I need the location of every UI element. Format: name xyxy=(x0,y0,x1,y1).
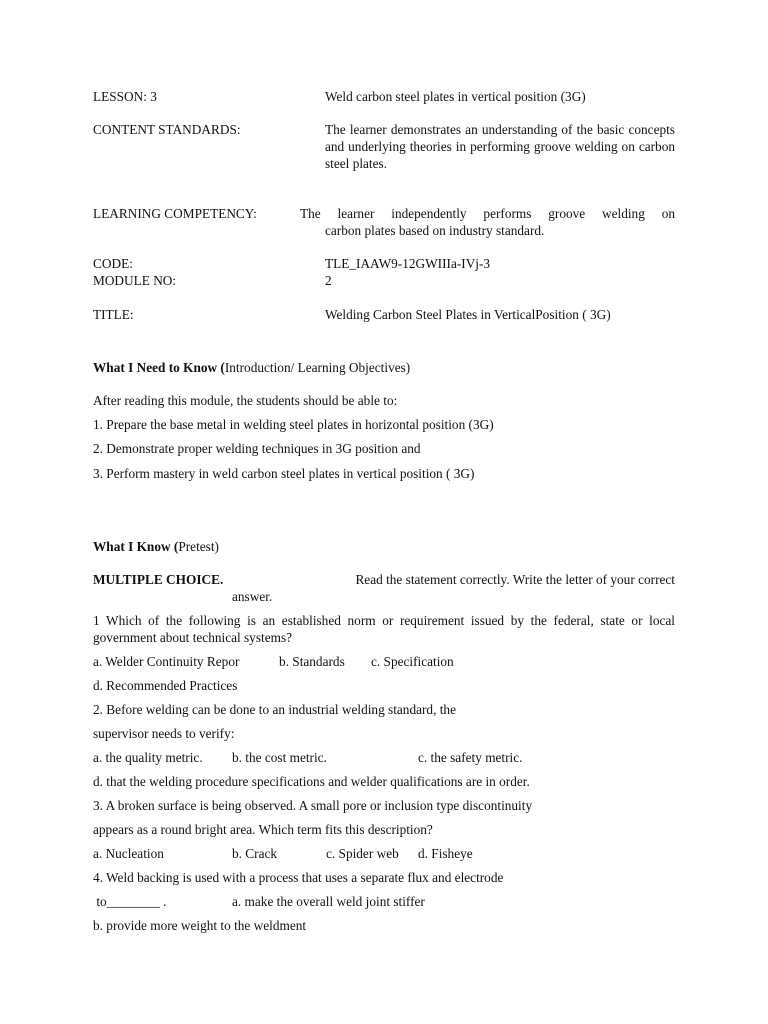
question-4-line2: to________ . xyxy=(93,894,167,909)
q3-option-d: d. Fisheye xyxy=(418,846,473,861)
question-3-line2: appears as a round bright area. Which term fits this description? xyxy=(93,822,433,837)
need-to-know-heading-rest: Introduction/ Learning Objectives) xyxy=(224,360,411,375)
objective-item: 2. Demonstrate proper welding techniques in 3G position and xyxy=(93,441,421,456)
question-1-text: 1 Which of the following is an established norm or requirement issued by the federal, state or local government about technical systems? xyxy=(93,613,675,645)
pretest-heading-bold: What I Know ( xyxy=(93,539,179,554)
q3-option-c: c. Spider web xyxy=(326,846,399,861)
q2-option-a: a. the quality metric. xyxy=(93,750,203,765)
learning-competency-label: LEARNING COMPETENCY: xyxy=(93,206,257,221)
question-3-line1: 3. A broken surface is being observed. A small pore or inclusion type discontinuity xyxy=(93,798,533,813)
code-value: TLE_IAAW9-12GWIIIa-IVj-3 xyxy=(325,256,491,271)
code-label: CODE: xyxy=(93,256,133,271)
multiple-choice-text-line1: Read the statement correctly. Write the letter of your correct xyxy=(355,572,675,587)
multiple-choice-text-line2: answer. xyxy=(232,589,273,604)
title-value: Welding Carbon Steel Plates in VerticalPosition ( 3G) xyxy=(325,307,611,322)
question-4-line1: 4. Weld backing is used with a process that uses a separate flux and electrode xyxy=(93,870,504,885)
q2-option-d: d. that the welding procedure specifications and welder qualifications are in order. xyxy=(93,774,530,789)
q1-option-d: d. Recommended Practices xyxy=(93,678,238,693)
q4-option-b: b. provide more weight to the weldment xyxy=(93,918,307,933)
q1-option-c: c. Specification xyxy=(371,654,454,669)
question-2-line1: 2. Before welding can be done to an industrial welding standard, the xyxy=(93,702,456,717)
multiple-choice-instruction xyxy=(93,571,675,588)
objectives-intro: After reading this module, the students should be able to: xyxy=(93,393,398,408)
q1-option-b: b. Standards xyxy=(279,654,345,669)
objective-item: 3. Perform mastery in weld carbon steel plates in vertical position ( 3G) xyxy=(93,466,475,481)
learning-competency-value-line1: The learner independently performs groove welding on xyxy=(300,206,675,221)
need-to-know-heading xyxy=(93,359,410,376)
q3-option-a: a. Nucleation xyxy=(93,846,164,861)
need-to-know-heading-bold: What I Need to Know ( xyxy=(93,360,225,375)
module-no-label: MODULE NO: xyxy=(93,273,177,288)
q3-option-b: b. Crack xyxy=(232,846,278,861)
module-no-value: 2 xyxy=(325,273,332,288)
pretest-heading xyxy=(93,538,219,555)
lesson-value: Weld carbon steel plates in vertical position (3G) xyxy=(325,89,586,104)
objective-item: 1. Prepare the base metal in welding steel plates in horizontal position (3G) xyxy=(93,417,494,432)
q2-option-c: c. the safety metric. xyxy=(418,750,523,765)
content-standards-label: CONTENT STANDARDS: xyxy=(93,122,241,137)
content-standards-value: The learner demonstrates an understanding of the basic concepts and underlying theories in performing groove welding on carbon steel plates. xyxy=(325,122,675,171)
question-2-line2: supervisor needs to verify: xyxy=(93,726,235,741)
learning-competency-value-line2: carbon plates based on industry standard. xyxy=(325,223,545,238)
q4-option-a: a. make the overall weld joint stiffer xyxy=(232,894,425,909)
pretest-heading-rest: Pretest) xyxy=(178,539,219,554)
lesson-label: LESSON: 3 xyxy=(93,89,157,104)
q1-option-a: a. Welder Continuity Repor xyxy=(93,654,240,669)
title-label: TITLE: xyxy=(93,307,134,322)
q2-option-b: b. the cost metric. xyxy=(232,750,327,765)
multiple-choice-label: MULTIPLE CHOICE. xyxy=(93,572,224,587)
